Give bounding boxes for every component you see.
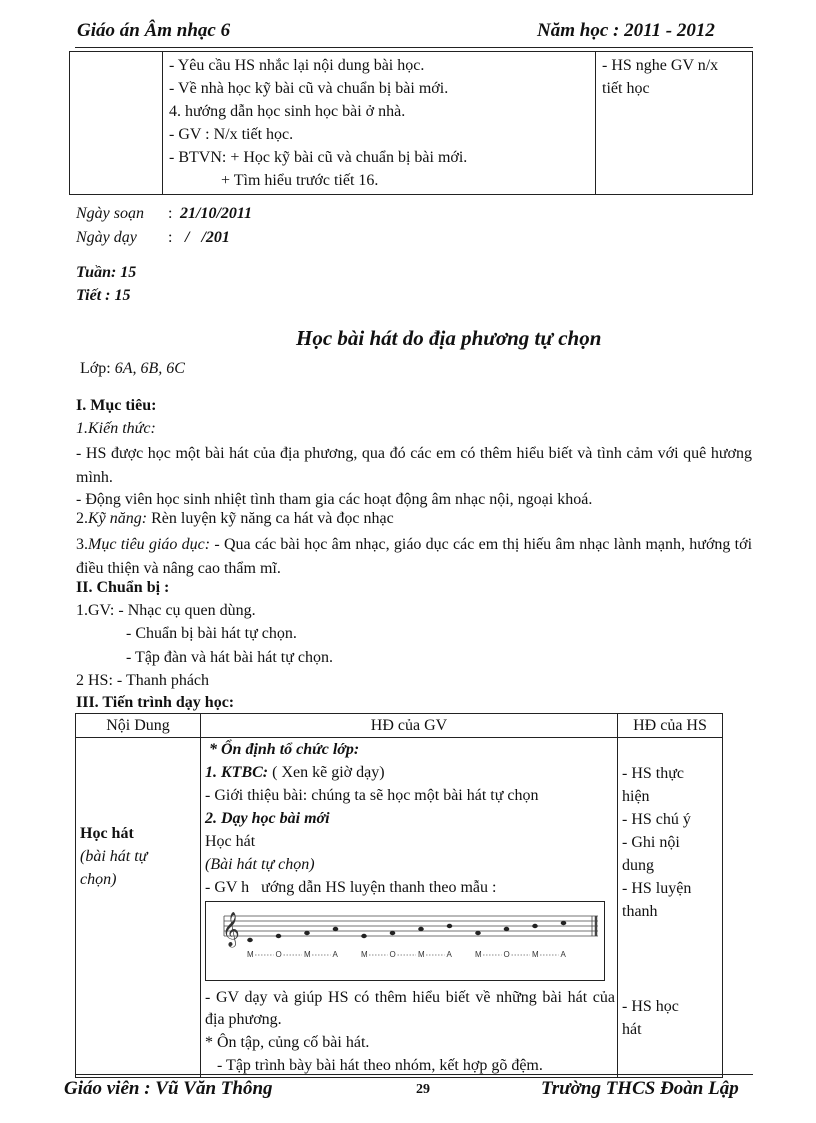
ngay-soan-label: Ngày soạn bbox=[76, 205, 144, 222]
muc-tieu-num: 3. bbox=[76, 536, 88, 553]
hs-line: thanh bbox=[622, 903, 658, 920]
music-staff bbox=[206, 902, 604, 980]
footer-rule bbox=[75, 1074, 753, 1075]
lesson-title: Học bài hát do địa phương tự chọn bbox=[296, 326, 602, 350]
note-head bbox=[304, 931, 310, 935]
lop-label: Lớp: bbox=[80, 360, 111, 377]
gv-line: - BTVN: + Học kỹ bài cũ và chuẩn bị bài mới. bbox=[169, 149, 468, 166]
hs-line: - HS luyện bbox=[622, 880, 692, 897]
note-head bbox=[532, 924, 538, 928]
ky-nang bbox=[76, 510, 394, 528]
hs-prep: 2 HS: - Thanh phách bbox=[76, 672, 210, 689]
kien-thuc-2: - Động viên học sinh nhiệt tình tham gia các hoạt động âm nhạc nội, ngoại khoá. bbox=[76, 491, 593, 508]
note-head bbox=[361, 934, 367, 938]
section3-heading: III. Tiến trình dạy học: bbox=[76, 694, 235, 711]
th-hd-hs: HĐ của HS bbox=[618, 714, 723, 738]
gv-line: - Về nhà học kỹ bài cũ và chuẩn bị bài mới. bbox=[169, 80, 449, 97]
th-hd-gv: HĐ của GV bbox=[201, 714, 618, 738]
gv-hoc-hat: Học hát bbox=[205, 833, 256, 850]
lop-value: 6A, 6B, 6C bbox=[114, 360, 185, 377]
gv-line: - Yêu cầu HS nhắc lại nội dung bài học. bbox=[169, 57, 425, 74]
hs-line: - HS thực bbox=[622, 765, 684, 782]
ngay-soan-value: 21/10/2011 bbox=[180, 205, 253, 222]
th-noi-dung: Nội Dung bbox=[76, 714, 201, 738]
syllable: O bbox=[389, 950, 396, 959]
noi-dung-cell bbox=[76, 738, 201, 1078]
syllable: M bbox=[475, 950, 482, 959]
gv-cell bbox=[201, 738, 618, 1078]
kien-thuc-label: 1.Kiến thức: bbox=[76, 420, 156, 437]
syllable: M bbox=[247, 950, 254, 959]
syllable: A bbox=[332, 950, 338, 959]
gv-line: 4. hướng dẫn học sinh học bài ở nhà. bbox=[169, 103, 406, 120]
note-head bbox=[475, 931, 481, 935]
top-table-content-cell bbox=[70, 52, 163, 195]
muc-tieu-label: Mục tiêu giáo dục: bbox=[88, 536, 211, 553]
tuan: Tuần: 15 bbox=[76, 264, 137, 281]
hs-line: hiện bbox=[622, 788, 650, 805]
section2-heading: II. Chuẩn bị : bbox=[76, 579, 170, 596]
hs-line: - HS nghe GV n/x bbox=[602, 57, 719, 74]
note-head bbox=[504, 927, 510, 931]
note-head bbox=[276, 934, 282, 938]
ky-nang-text: Rèn luyện kỹ năng ca hát và đọc nhạc bbox=[151, 510, 394, 527]
gv-on-dinh: * Ổn định tổ chức lớp: bbox=[209, 741, 360, 758]
note-head bbox=[333, 927, 339, 931]
syllable: O bbox=[275, 950, 282, 959]
gv-on-tap: * Ôn tập, củng cố bài hát. bbox=[205, 1034, 370, 1051]
hs-cell bbox=[618, 738, 723, 1078]
note-head bbox=[561, 921, 567, 925]
gv-line: - GV : N/x tiết học. bbox=[169, 126, 294, 143]
ngay-day-label: Ngày dạy bbox=[76, 229, 137, 246]
footer-right: Trường THCS Đoàn Lập bbox=[541, 1078, 739, 1099]
syllable: M bbox=[361, 950, 368, 959]
note-head bbox=[247, 938, 253, 942]
section1-heading: I. Mục tiêu: bbox=[76, 397, 157, 414]
top-table-gv-cell bbox=[163, 52, 596, 195]
hs-line: - HS chú ý bbox=[622, 811, 691, 828]
muc-tieu bbox=[76, 533, 752, 580]
note-head bbox=[390, 931, 396, 935]
content-sub: chọn) bbox=[80, 871, 117, 888]
hs-line: dung bbox=[622, 857, 654, 874]
syllable: M bbox=[532, 950, 539, 959]
svg-text:𝄞: 𝄞 bbox=[222, 912, 240, 947]
main-table bbox=[75, 713, 723, 1078]
gv-prep-2: - Chuẩn bị bài hát tự chọn. bbox=[126, 625, 297, 642]
gv-ktbc bbox=[205, 761, 615, 784]
gv-trinh-bay: - Tập trình bày bài hát theo nhóm, kết hợp gõ đệm. bbox=[205, 1057, 543, 1074]
syllable: O bbox=[503, 950, 510, 959]
gv-ktbc-label: 1. KTBC: bbox=[205, 764, 269, 781]
content-title: Học hát bbox=[80, 825, 134, 842]
gv-line: + Tìm hiểu trước tiết 16. bbox=[169, 172, 379, 189]
syllable: M bbox=[304, 950, 311, 959]
kien-thuc-1: - HS được học một bài hát của địa phương, qua đó các em có thêm hiểu biết và tình cảm với quê hương mình. bbox=[76, 445, 752, 486]
gv-prep-3: - Tập đàn và hát bài hát tự chọn. bbox=[126, 649, 333, 666]
header-left: Giáo án Âm nhạc 6 bbox=[77, 20, 231, 41]
ky-nang-label: Kỹ năng: bbox=[88, 510, 148, 527]
gv-bai-hat: (Bài hát tự chọn) bbox=[205, 856, 315, 873]
muc-tieu-text: - Qua các bài học âm nhạc, giáo dục các em thị hiếu âm nhạc lành mạnh, hướng tới điều thiện và nâng cao thẩm mĩ. bbox=[76, 536, 753, 577]
lop bbox=[80, 360, 185, 378]
note-head bbox=[447, 924, 453, 928]
hs-line: tiết học bbox=[602, 80, 650, 97]
gv-luyen-thanh: - GV h ướng dẫn HS luyện thanh theo mẫu : bbox=[205, 879, 497, 896]
page-number: 29 bbox=[416, 1082, 430, 1097]
gv-ktbc-text: ( Xen kẽ giờ dạy) bbox=[268, 764, 385, 781]
gv-day-hoc: 2. Dạy học bài mới bbox=[205, 810, 330, 827]
syllable: A bbox=[560, 950, 566, 959]
content-sub: (bài hát tự bbox=[80, 848, 148, 865]
ky-nang-num: 2. bbox=[76, 510, 88, 527]
syllable: A bbox=[446, 950, 452, 959]
top-table-hs-cell bbox=[596, 52, 753, 195]
footer-left: Giáo viên : Vũ Văn Thông bbox=[64, 1078, 273, 1099]
gv-prep-1: 1.GV: - Nhạc cụ quen dùng. bbox=[76, 602, 256, 619]
gv-gioi-thieu: - Giới thiệu bài: chúng ta sẽ học một bài hát tự chọn bbox=[205, 787, 539, 804]
hs-line: - Ghi nội bbox=[622, 834, 680, 851]
header-rule bbox=[75, 47, 753, 48]
ngay-day-value: / /201 bbox=[185, 229, 230, 246]
hs-line: hát bbox=[622, 1021, 642, 1038]
ngay-day-colon: : bbox=[168, 229, 173, 246]
note-head bbox=[418, 927, 424, 931]
tiet: Tiết : 15 bbox=[76, 287, 131, 304]
top-table bbox=[69, 51, 753, 195]
ngay-soan-colon: : bbox=[168, 205, 173, 222]
gv-day-bai: - GV dạy và giúp HS có thêm hiểu biết về những bài hát của địa phương. bbox=[205, 989, 615, 1028]
header-right: Năm học : 2011 - 2012 bbox=[537, 20, 715, 41]
syllable: M bbox=[418, 950, 425, 959]
music-staff-box bbox=[205, 901, 605, 981]
hs-line: - HS học bbox=[622, 998, 679, 1015]
